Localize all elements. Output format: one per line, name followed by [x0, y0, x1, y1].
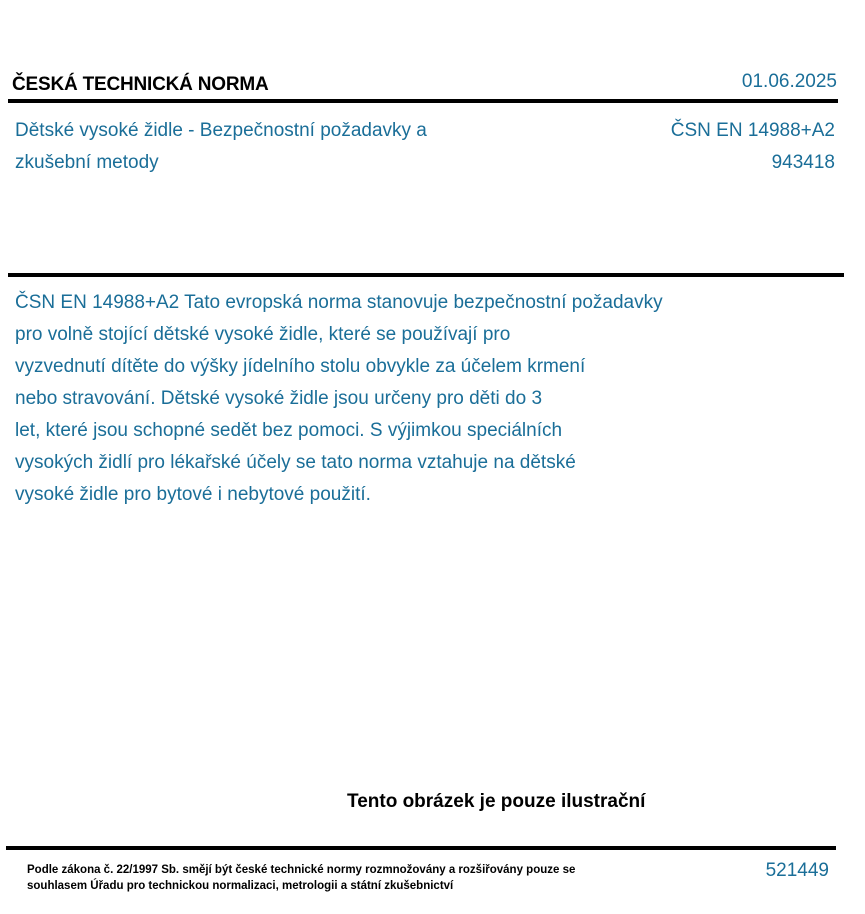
legal-notice: Podle zákona č. 22/1997 Sb. smějí být české technické normy rozmnožovány a rozšiřovány pouze se souhlasem Úřadu pro technickou normalizaci, metrologii a státní zkušebnictví	[27, 864, 576, 892]
classification-number: 943418	[771, 152, 835, 173]
footer-divider	[6, 846, 836, 850]
document-type-title: ČESKÁ TECHNICKÁ NORMA	[12, 74, 269, 95]
publication-date: 01.06.2025	[741, 71, 837, 92]
standard-identifiers	[671, 115, 835, 179]
illustrative-notice: Tento obrázek je pouze ilustrační	[347, 791, 646, 812]
section-divider	[8, 273, 844, 277]
standard-code: ČSN EN 14988+A2	[670, 120, 835, 141]
catalog-number: 521449	[765, 860, 829, 881]
standard-abstract: ČSN EN 14988+A2 Tato evropská norma stanovuje bezpečnostní požadavky pro volně stojící dětské vysoké židle, které se používají pro vyzvednutí dítěte do výšky jídelního stolu obvykle za účelem krmení nebo stravování. Dětské vysoké židle jsou určeny pro děti do 3 let, které jsou schopné sedět bez pomoci. S výjimkou speciálních vysokých židlí pro lékařské účely se tato norma vztahuje na dětské vysoké židle pro bytové i nebytové použití.	[15, 292, 663, 505]
header-divider	[8, 99, 838, 103]
standard-title: Dětské vysoké židle - Bezpečnostní požadavky a zkušební metody	[15, 120, 427, 173]
